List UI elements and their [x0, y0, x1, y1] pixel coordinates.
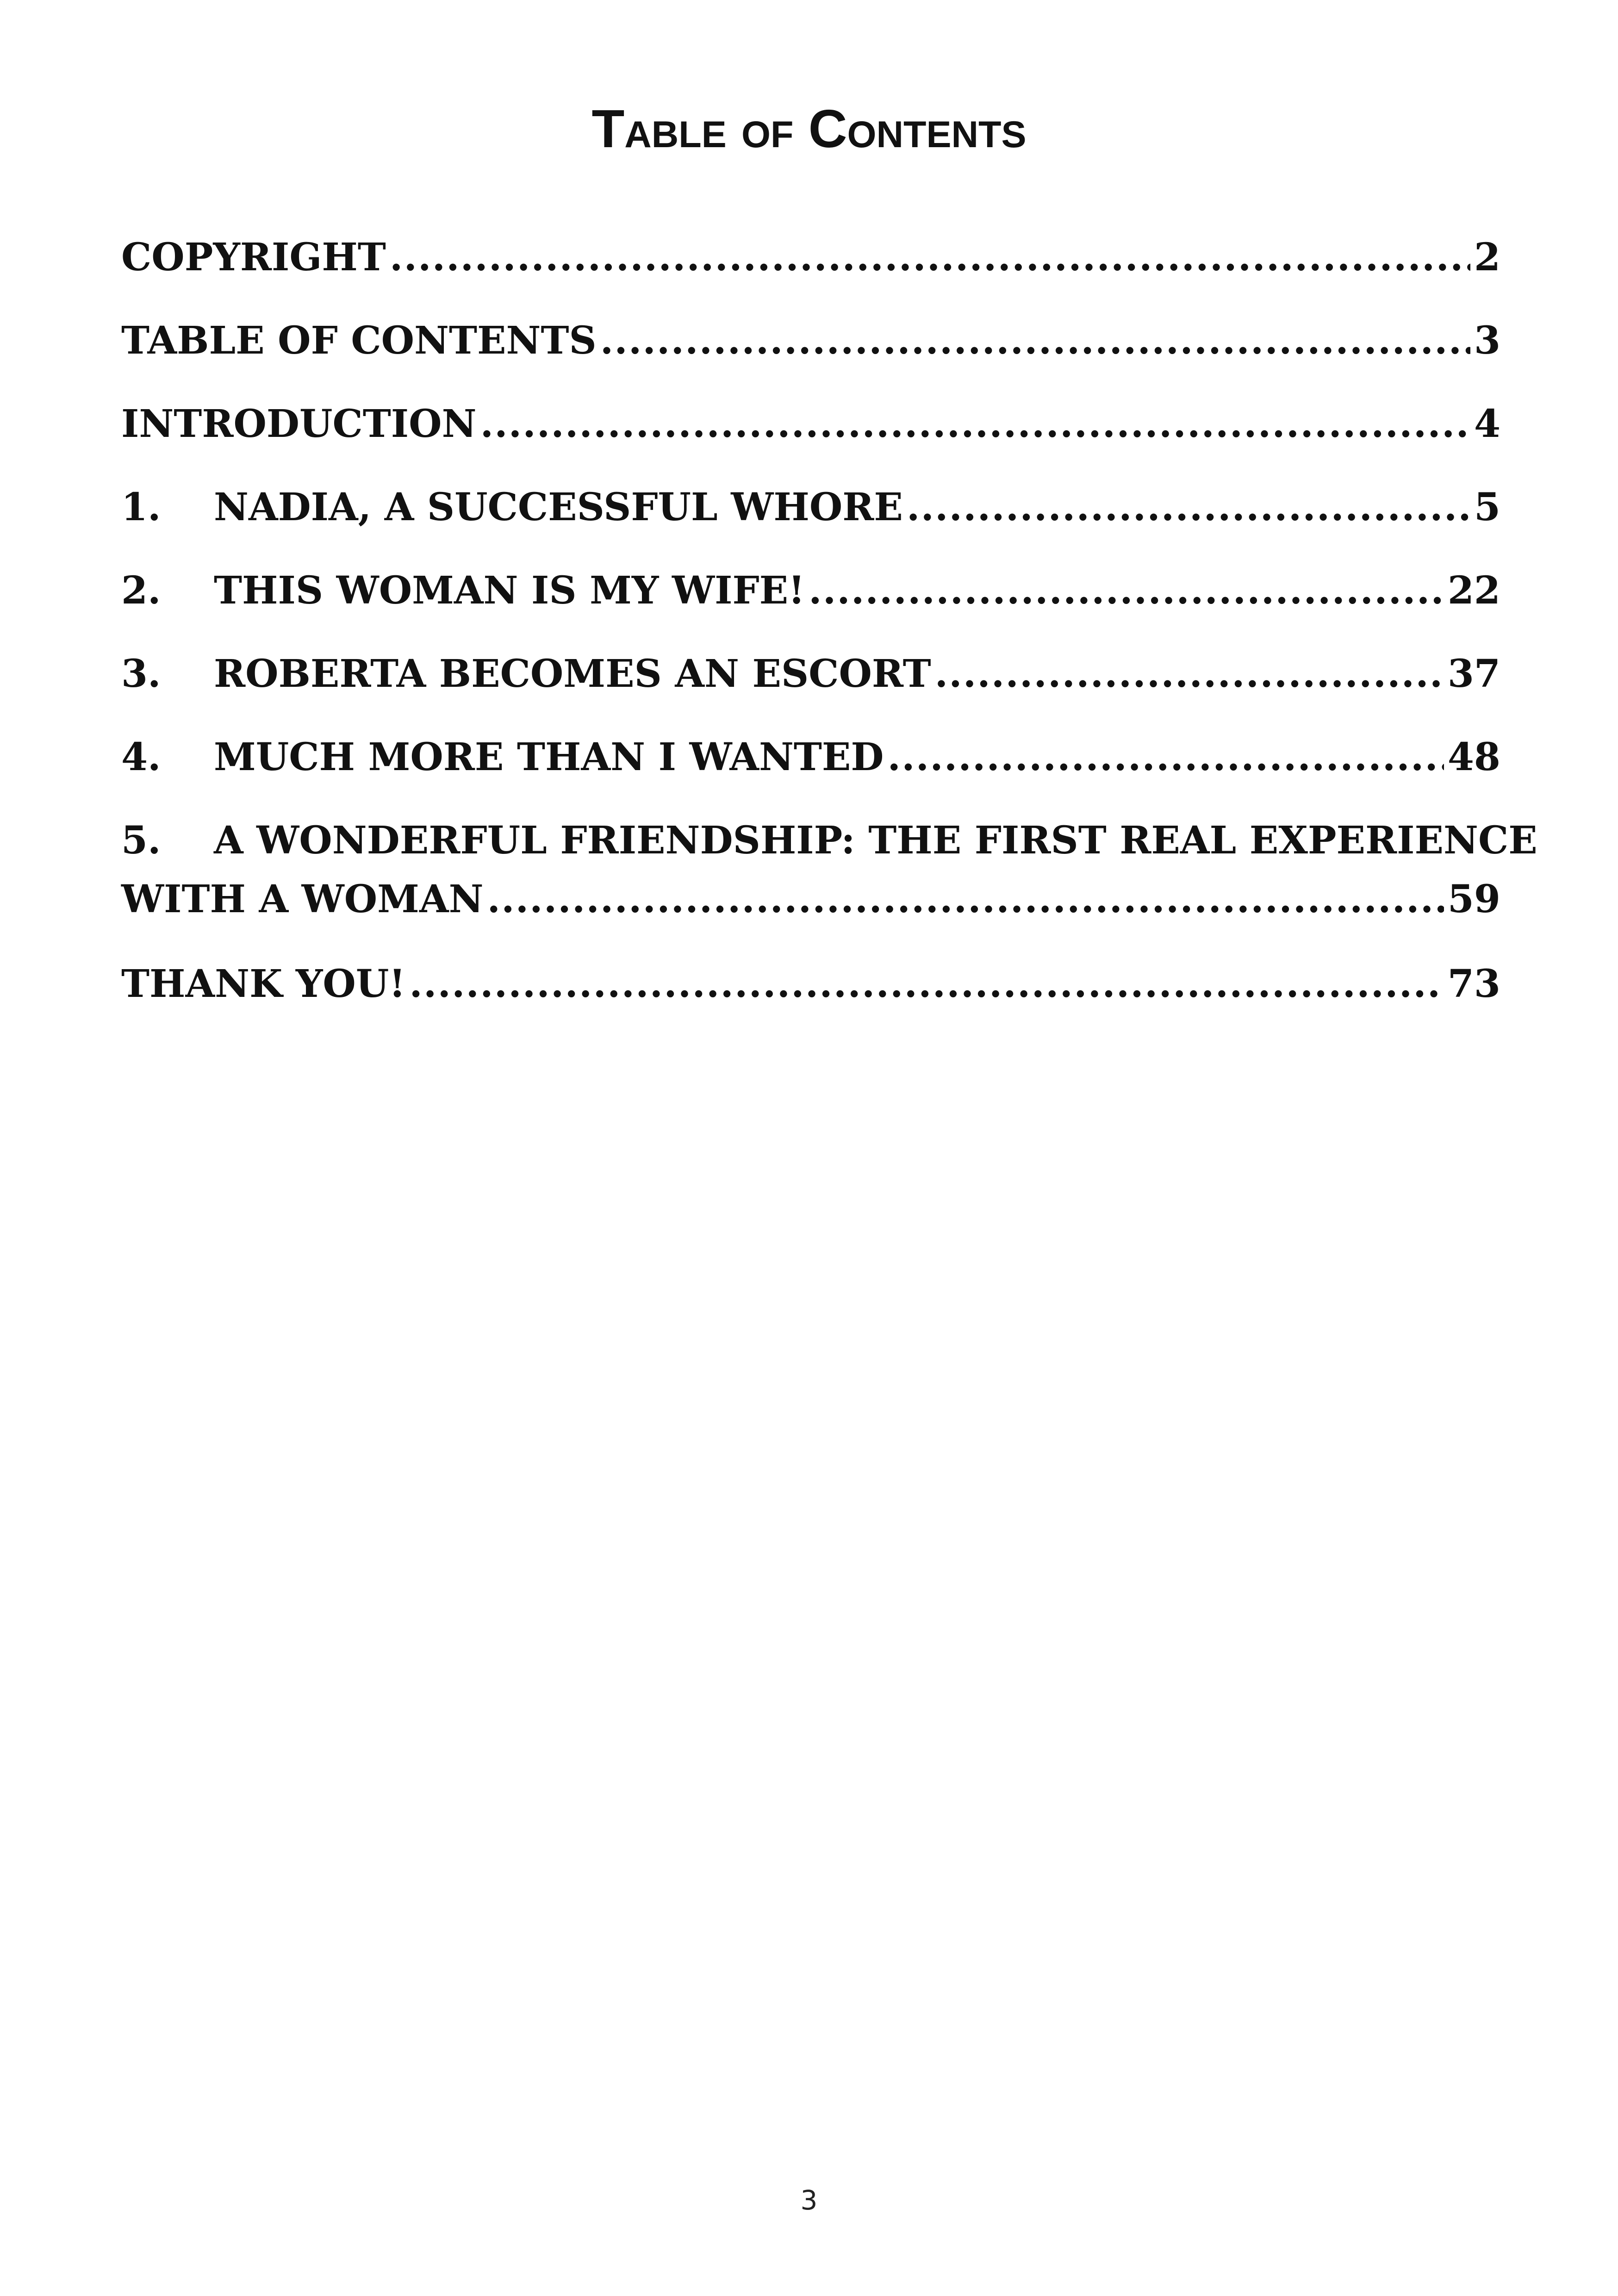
toc-entry-label: COPYRIGHT: [121, 235, 386, 280]
dot-leader: [935, 655, 1444, 693]
toc-entry-number: 3.: [121, 652, 161, 696]
toc-entry-page: 73: [1447, 962, 1500, 1006]
toc-entry-number: 5.: [121, 818, 161, 863]
toc-entry-chapter-4[interactable]: [121, 735, 1500, 779]
dot-leader: [390, 238, 1470, 276]
toc-entry-copyright[interactable]: [121, 235, 1500, 280]
toc-entry-label-continued: WITH A WOMAN: [121, 877, 484, 921]
toc-entry-page: 3: [1474, 318, 1500, 363]
page-title: Table of Contents: [591, 99, 1027, 159]
toc-entry-label: MUCH MORE THAN I WANTED: [214, 735, 884, 779]
dot-leader: [809, 572, 1444, 610]
toc-entry-label: A WONDERFUL FRIENDSHIP: THE FIRST REAL EXPERIENCE: [214, 818, 1537, 863]
dot-leader: [888, 738, 1444, 776]
toc-entry-label: NADIA, A SUCCESSFUL WHORE: [214, 485, 903, 529]
toc-entry-introduction[interactable]: [121, 402, 1500, 446]
toc-entry-page: 4: [1474, 402, 1500, 446]
toc-entry-label: TABLE OF CONTENTS: [121, 318, 597, 363]
toc-entry-thank-you[interactable]: [121, 962, 1500, 1006]
toc-entry-chapter-3[interactable]: [121, 652, 1500, 696]
toc-entry-table-of-contents[interactable]: [121, 318, 1500, 363]
toc-entry-page: 37: [1447, 652, 1500, 696]
dot-leader: [480, 405, 1470, 443]
toc-entry-page: 22: [1447, 568, 1500, 613]
toc-entry-number: 1.: [121, 485, 161, 529]
toc-entry-label: INTRODUCTION: [121, 402, 477, 446]
dot-leader: [409, 965, 1444, 1003]
toc-entry-chapter-2[interactable]: [121, 568, 1500, 613]
toc-entry-page: 2: [1474, 235, 1500, 280]
dot-leader: [600, 322, 1470, 360]
toc-entry-number: 4.: [121, 735, 161, 779]
toc-entry-page: 5: [1474, 485, 1500, 529]
toc-entry-label: THIS WOMAN IS MY WIFE!: [214, 568, 805, 613]
toc-entry-label: THANK YOU!: [121, 962, 406, 1006]
dot-leader: [487, 880, 1444, 918]
footer-page-number: 3: [800, 2184, 818, 2216]
toc-entry-chapter-5[interactable]: [121, 818, 1537, 921]
toc-entry-label: ROBERTA BECOMES AN ESCORT: [214, 652, 931, 696]
toc-entry-chapter-1[interactable]: [121, 485, 1500, 529]
toc-entry-page: 48: [1447, 735, 1500, 779]
dot-leader: [907, 488, 1470, 526]
toc-entry-page: 59: [1447, 877, 1500, 921]
toc-entry-number: 2.: [121, 568, 161, 613]
